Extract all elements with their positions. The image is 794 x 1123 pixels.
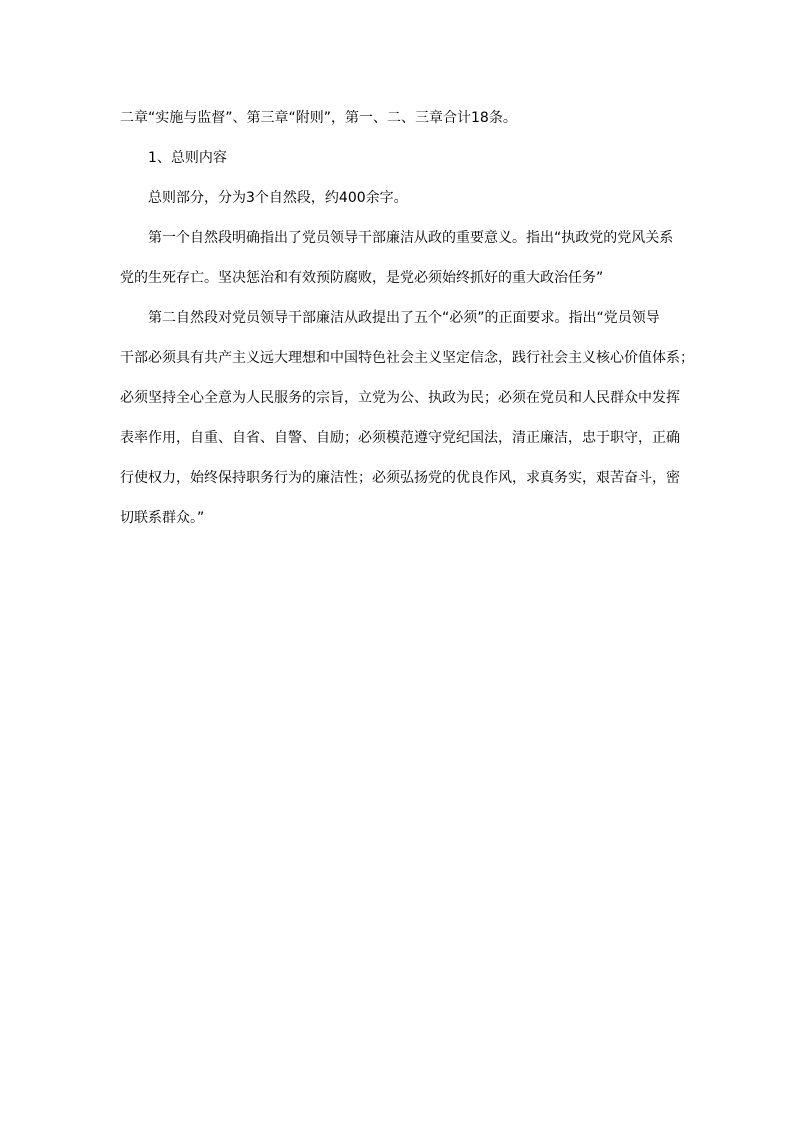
text-line: 表率作用，自重、自省、自警、自励；必须模范遵守党纪国法，清正廉洁，忠于职守，正确 xyxy=(120,430,680,446)
paragraph-first-natural-section xyxy=(120,224,676,292)
text-line: 干部必须具有共产主义远大理想和中国特色社会主义坚定信念，践行社会主义核心价值体系； xyxy=(120,350,694,366)
paragraph-general-overview xyxy=(120,184,676,212)
text-line: 必须坚持全心全意为人民服务的宗旨，立党为公、执政为民；必须在党员和人民群众中发挥 xyxy=(120,390,680,406)
section-heading-general-provisions xyxy=(120,144,676,172)
paragraph-chapter-summary xyxy=(120,104,676,132)
text-line: 切联系群众。” xyxy=(120,510,205,526)
text-line: 第一个自然段明确指出了党员领导干部廉洁从政的重要意义。指出“执政党的党风关系 xyxy=(148,230,674,246)
text-line: 行使权力，始终保持职务行为的廉洁性；必须弘扬党的优良作风，求真务实，艰苦奋斗，密 xyxy=(120,470,680,486)
text-line: 1、总则内容 xyxy=(148,150,227,166)
text-line: 总则部分，分为3个自然段，约400余字。 xyxy=(148,190,408,206)
text-line: 第二自然段对党员领导干部廉洁从政提出了五个“必须”的正面要求。指出“党员领导 xyxy=(148,310,660,326)
paragraph-second-natural-section xyxy=(120,304,694,532)
text-line: 二章“实施与监督”、第三章“附则”，第一、二、三章合计18条。 xyxy=(120,110,517,126)
document-body xyxy=(120,104,694,544)
text-line: 党的生死存亡。坚决惩治和有效预防腐败，是党必须始终抓好的重大政治任务” xyxy=(120,270,604,286)
